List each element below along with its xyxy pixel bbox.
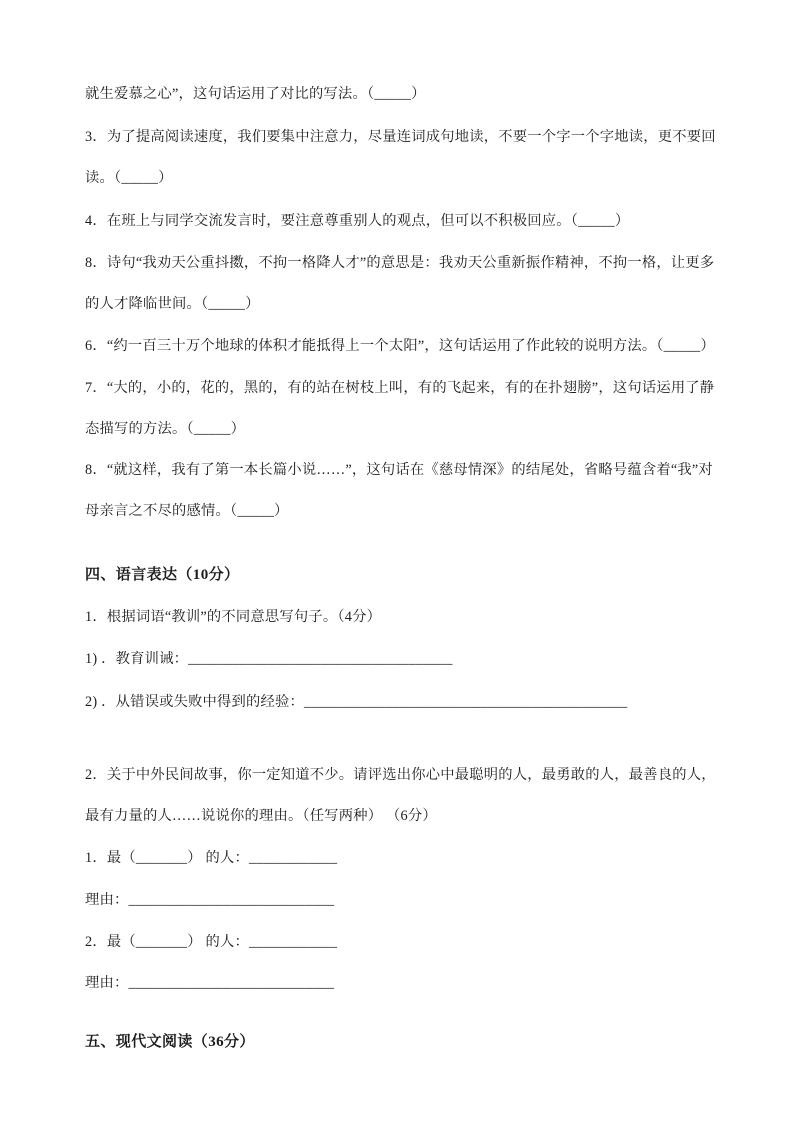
- s4-q2-answer-1-blank: 1．最（_______） 的人：____________: [85, 850, 338, 866]
- q8-line-1: 8．“就这样，我有了第一本长篇小说……”，这句话在《慈母情深》的结尾处，省略号蕴含着“我”对: [85, 462, 713, 478]
- q5-line-2: 的人才降临世间。（_____）: [85, 296, 260, 312]
- q2-continuation-line: 就生爱慕之心”，这句话运用了对比的写法。（_____）: [85, 86, 426, 102]
- s4-q2-reason-1-blank: 理由：____________________________: [85, 892, 335, 908]
- s4-q1-subitem-2-blank: 2) ．从错误或失败中得到的经验：____________________________________________: [85, 694, 628, 710]
- q3-line-2: 读。（_____）: [85, 170, 173, 186]
- section-4-header: 四、语言表达（10分）: [85, 567, 240, 583]
- q7-line-1: 7．“大的，小的，花的，黑的，有的站在树枝上叫，有的飞起来，有的在扑翅膀”，这句话运用了静: [85, 380, 715, 396]
- s4-q2-prompt-line-1: 2．关于中外民间故事，你一定知道不少。请评选出你心中最聪明的人，最勇敢的人，最善良的人，: [85, 767, 716, 783]
- q5-line-1: 8．诗句“我劝天公重抖擞，不拘一格降人才”的意思是：我劝天公重新振作精神，不拘一格，让更多: [85, 255, 715, 271]
- q6-line: 6．“约一百三十万个地球的体积才能抵得上一个太阳”，这句话运用了作此较的说明方法。（_____）: [85, 338, 715, 354]
- s4-q2-answer-2-blank: 2．最（_______） 的人：____________: [85, 934, 338, 950]
- s4-q1-subitem-1-blank: 1) ．教育训诫：____________________________________: [85, 651, 453, 667]
- s4-q1-prompt: 1．根据词语“教训”的不同意思写句子。（4分）: [85, 609, 382, 625]
- q7-line-2: 态描写的方法。（_____）: [85, 421, 246, 437]
- q8-line-2: 母亲言之不尽的感情。（_____）: [85, 503, 289, 519]
- q3-line-1: 3．为了提高阅读速度，我们要集中注意力，尽量连词成句地读，不要一个字一个字地读，更不要回: [85, 129, 716, 145]
- s4-q2-reason-2-blank: 理由：____________________________: [85, 975, 335, 991]
- s4-q2-prompt-line-2: 最有力量的人……说说你的理由。（任写两种） （6分）: [85, 808, 437, 824]
- q4-line: 4．在班上与同学交流发言时，要注意尊重别人的观点，但可以不积极回应。（_____）: [85, 213, 630, 229]
- section-5-header: 五、现代文阅读（36分）: [85, 1034, 255, 1050]
